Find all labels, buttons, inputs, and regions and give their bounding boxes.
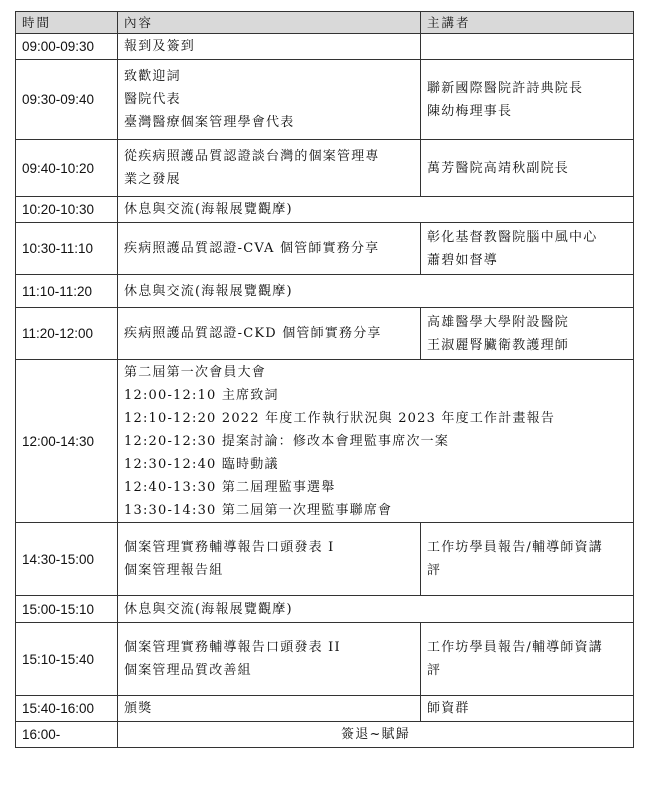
- content-line: 報到及簽到: [124, 39, 196, 54]
- speaker-line: 聯新國際醫院許詩典院長: [427, 80, 584, 96]
- speaker-line: 蕭碧如督導: [427, 252, 499, 268]
- content-cell: [118, 275, 634, 308]
- content-cell: [118, 623, 421, 696]
- speaker-line: 萬芳醫院高靖秋副院長: [427, 160, 570, 176]
- content-line: 休息與交流(海報展覽觀摩): [124, 601, 293, 617]
- speaker-line: 評: [427, 563, 442, 578]
- table-row: [16, 223, 634, 275]
- content-line: 個案管理報告組: [124, 563, 224, 578]
- content-line: 13:30-14:30 第二屆第一次理監事聯席會: [124, 502, 393, 518]
- speaker-line: 評: [427, 663, 442, 678]
- table-row: [16, 275, 634, 308]
- table-row: [16, 523, 634, 596]
- content-cell: [118, 60, 421, 140]
- content-line: 個案管理品質改善組: [124, 663, 252, 678]
- content-line: 12:10-12:20 2022 年度工作執行狀況與 2023 年度工作計畫報告: [124, 410, 556, 426]
- speaker-line: 陳幼梅理事長: [427, 103, 513, 119]
- time-cell: 10:30-11:10: [16, 223, 118, 275]
- speaker-cell: [421, 60, 634, 140]
- table-row: [16, 696, 634, 722]
- content-line: 臺灣醫療個案管理學會代表: [124, 115, 295, 130]
- content-cell: [118, 696, 421, 722]
- content-line: 從疾病照護品質認證談台灣的個案管理專: [124, 149, 380, 164]
- table-row: [16, 623, 634, 696]
- content-line: 第二屆第一次會員大會: [124, 364, 267, 380]
- header-speaker: 主講者: [421, 12, 634, 34]
- content-cell: [118, 523, 421, 596]
- content-line: 個案管理實務輔導報告口頭發表 I: [124, 540, 335, 555]
- speaker-cell: [421, 223, 634, 275]
- speaker-cell: [421, 140, 634, 197]
- header-time: 時間: [16, 12, 118, 34]
- time-cell: 15:40-16:00: [16, 696, 118, 722]
- time-cell: 12:00-14:30: [16, 360, 118, 523]
- table-row: [16, 34, 634, 60]
- table-row: [16, 722, 634, 748]
- time-cell: 11:10-11:20: [16, 275, 118, 308]
- table-row: [16, 360, 634, 523]
- table-header-row: [16, 12, 634, 34]
- speaker-cell: [421, 623, 634, 696]
- time-cell: 16:00-: [16, 722, 118, 748]
- speaker-cell: [421, 696, 634, 722]
- table-row: [16, 596, 634, 623]
- table-row: [16, 60, 634, 140]
- speaker-line: 師資群: [427, 701, 470, 716]
- content-line: 簽退~賦歸: [341, 727, 410, 742]
- content-cell: [118, 34, 421, 60]
- table-row: [16, 197, 634, 223]
- speaker-line: 彰化基督教醫院腦中風中心: [427, 229, 598, 245]
- content-line: 12:30-12:40 臨時動議: [124, 456, 279, 472]
- content-line: 頒獎: [124, 701, 153, 716]
- speaker-cell: [421, 523, 634, 596]
- time-cell: 11:20-12:00: [16, 308, 118, 360]
- content-line: 12:20-12:30 提案討論：修改本會理監事席次一案: [124, 433, 450, 449]
- time-cell: 15:10-15:40: [16, 623, 118, 696]
- content-line: 業之發展: [124, 172, 181, 187]
- content-cell: [118, 360, 634, 523]
- speaker-line: 王淑麗腎臟衛教護理師: [427, 337, 570, 353]
- time-cell: 15:00-15:10: [16, 596, 118, 623]
- agenda-body: [16, 34, 634, 748]
- content-line: 休息與交流(海報展覽觀摩): [124, 283, 293, 299]
- content-cell: [118, 223, 421, 275]
- content-line: 醫院代表: [124, 92, 181, 107]
- time-cell: 09:30-09:40: [16, 60, 118, 140]
- content-line: 休息與交流(海報展覽觀摩): [124, 202, 293, 217]
- time-cell: 14:30-15:00: [16, 523, 118, 596]
- content-line: 個案管理實務輔導報告口頭發表 II: [124, 640, 341, 655]
- table-row: [16, 308, 634, 360]
- content-cell: [118, 140, 421, 197]
- speaker-line: 工作坊學員報告/輔導師資講: [427, 640, 603, 655]
- content-line: 12:40-13:30 第二屆理監事選舉: [124, 479, 336, 495]
- content-cell: [118, 308, 421, 360]
- content-line: 疾病照護品質認證-CVA 個管師實務分享: [124, 241, 380, 256]
- table-row: [16, 140, 634, 197]
- time-cell: 09:40-10:20: [16, 140, 118, 197]
- speaker-line: 工作坊學員報告/輔導師資講: [427, 540, 603, 555]
- speaker-cell: [421, 34, 634, 60]
- time-cell: 09:00-09:30: [16, 34, 118, 60]
- content-cell: [118, 722, 634, 748]
- speaker-line: 高雄醫學大學附設醫院: [427, 314, 570, 330]
- agenda-table: [15, 11, 634, 748]
- time-cell: 10:20-10:30: [16, 197, 118, 223]
- content-line: 疾病照護品質認證-CKD 個管師實務分享: [124, 326, 382, 341]
- content-line: 12:00-12:10 主席致詞: [124, 387, 279, 403]
- content-cell: [118, 197, 634, 223]
- speaker-cell: [421, 308, 634, 360]
- content-cell: [118, 596, 634, 623]
- header-content: 內容: [118, 12, 421, 34]
- content-line: 致歡迎詞: [124, 69, 181, 84]
